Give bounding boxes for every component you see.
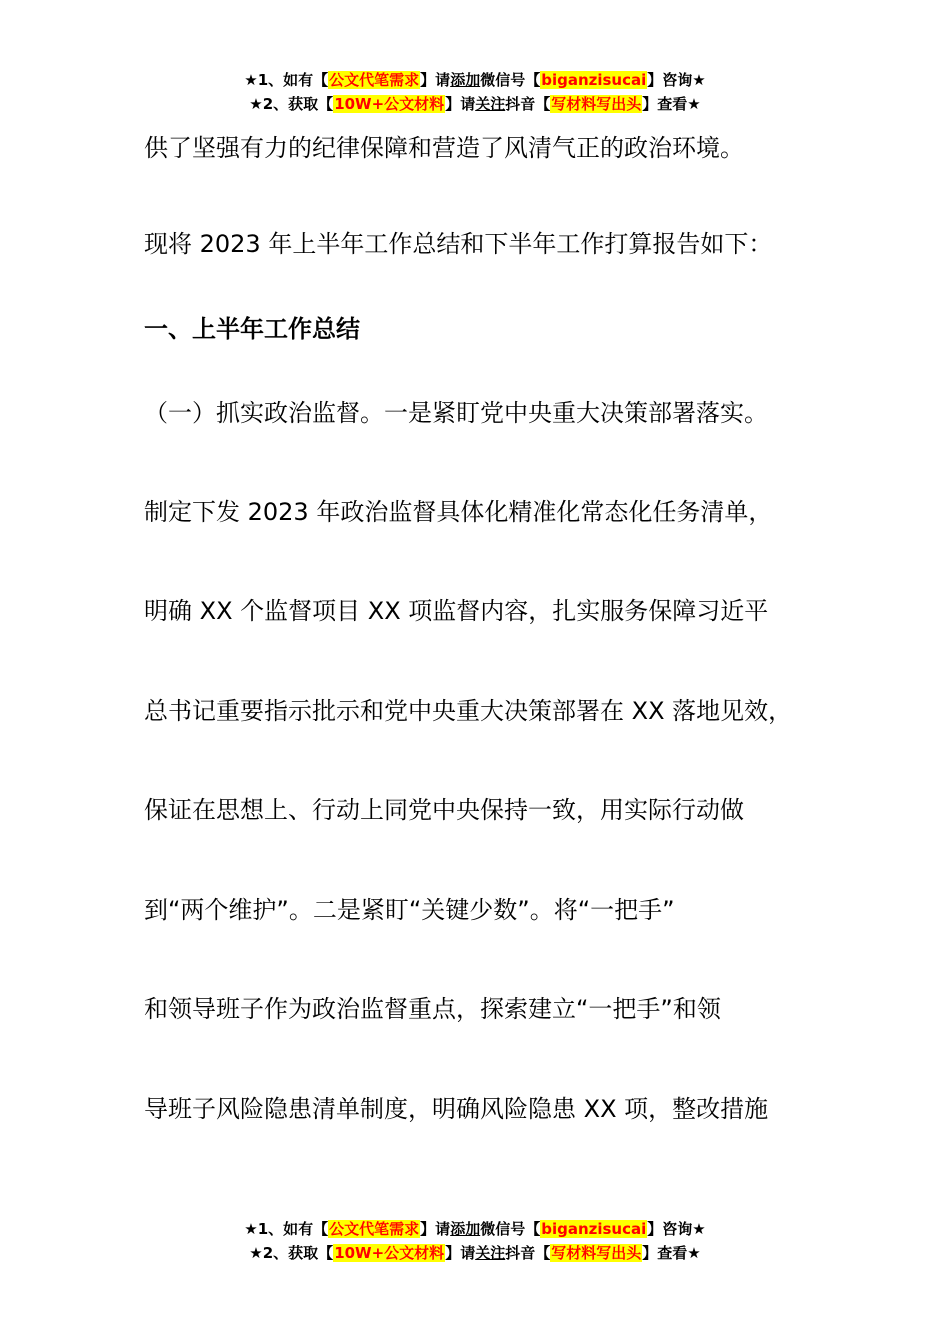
banner-text: 】咨询★ — [647, 1220, 706, 1238]
highlight-wechat-id: biganzisucai — [541, 1220, 647, 1238]
footer-banner — [0, 1217, 950, 1265]
body-line: 供了坚强有力的纪律保障和营造了风清气正的政治环境。 — [144, 134, 744, 162]
body-line: 制定下发 2023 年政治监督具体化精准化常态化任务清单， — [144, 498, 773, 526]
banner-text: 】请 — [420, 71, 451, 89]
banner-text: 微信号【 — [480, 1220, 541, 1238]
banner-text: 】请 — [420, 1220, 451, 1238]
banner-text: ★2、获取【 — [249, 1244, 334, 1262]
body-line: 导班子风险隐患清单制度，明确风险隐患 XX 项，整改措施 — [144, 1095, 769, 1123]
banner-text: ★2、获取【 — [249, 95, 334, 113]
banner-text: 抖音【 — [505, 95, 551, 113]
banner-text: 】查看★ — [642, 95, 701, 113]
body-line: 保证在思想上、行动上同党中央保持一致，用实际行动做 — [144, 796, 744, 824]
body-line: 到“两个维护”。二是紧盯“关键少数”。将“一把手” — [144, 896, 675, 924]
banner-line-2 — [0, 1241, 950, 1265]
body-line: （一）抓实政治监督。一是紧盯党中央重大决策部署落实。 — [144, 399, 768, 427]
body-line: 和领导班子作为政治监督重点，探索建立“一把手”和领 — [144, 995, 721, 1023]
highlight-service: 公文代笔需求 — [329, 1220, 420, 1238]
banner-line-2 — [0, 92, 950, 116]
banner-emphasis: 关注 — [475, 1244, 506, 1262]
banner-text: 微信号【 — [480, 71, 541, 89]
highlight-materials: 10W+公文材料 — [334, 1244, 445, 1262]
banner-text: 】请 — [445, 1244, 476, 1262]
banner-text: 】查看★ — [642, 1244, 701, 1262]
banner-emphasis: 添加 — [450, 1220, 481, 1238]
banner-text: ★1、如有【 — [244, 71, 329, 89]
highlight-materials: 10W+公文材料 — [334, 95, 445, 113]
highlight-douyin-account: 写材料写出头 — [551, 1244, 642, 1262]
banner-line-1 — [0, 68, 950, 92]
section-heading: 一、上半年工作总结 — [144, 315, 360, 343]
banner-line-1 — [0, 1217, 950, 1241]
banner-text: 抖音【 — [505, 1244, 551, 1262]
header-banner — [0, 68, 950, 116]
banner-text: 】请 — [445, 95, 476, 113]
body-line: 现将 2023 年上半年工作总结和下半年工作打算报告如下： — [144, 230, 773, 258]
highlight-service: 公文代笔需求 — [329, 71, 420, 89]
banner-text: ★1、如有【 — [244, 1220, 329, 1238]
banner-text: 】咨询★ — [647, 71, 706, 89]
body-line: 总书记重要指示批示和党中央重大决策部署在 XX 落地见效， — [144, 697, 793, 725]
banner-emphasis: 关注 — [475, 95, 506, 113]
highlight-douyin-account: 写材料写出头 — [551, 95, 642, 113]
highlight-wechat-id: biganzisucai — [541, 71, 647, 89]
body-line: 明确 XX 个监督项目 XX 项监督内容，扎实服务保障习近平 — [144, 597, 769, 625]
banner-emphasis: 添加 — [450, 71, 481, 89]
